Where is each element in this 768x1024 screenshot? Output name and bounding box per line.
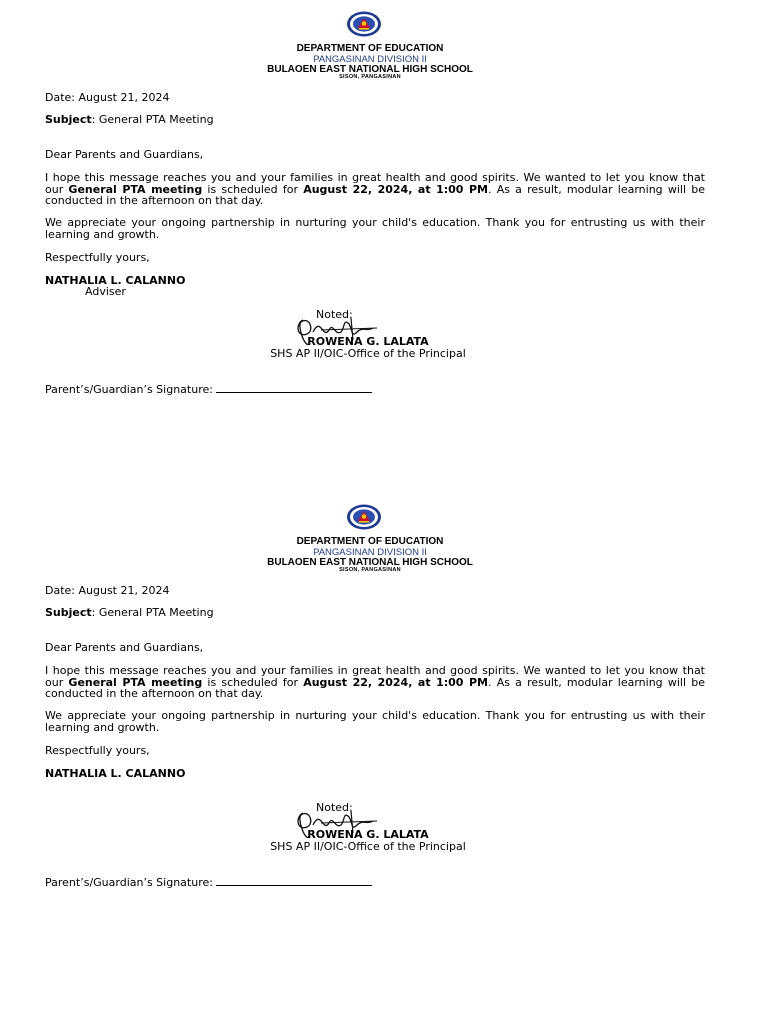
principal-title: SHS AP II/OIC-Office of the Principal — [270, 347, 466, 360]
header-department: DEPARTMENT OF EDUCATION — [296, 43, 444, 54]
letter-1 — [0, 0, 768, 493]
paragraph-2: We appreciate your ongoing partnership in nurturing your child's education. Thank you for entrusting us with their learning and growth. — [45, 216, 705, 241]
letter-subject — [45, 114, 214, 126]
p1-text-c: is scheduled for — [202, 675, 304, 689]
paragraph-1 — [45, 172, 705, 207]
closing: Respectfully yours, — [45, 744, 150, 757]
p1-text-a: I hope this message reaches you and your families in great health and good spirits. We wanted to let you know that our — [45, 664, 705, 689]
signature-line — [216, 382, 372, 393]
letter-date: Date: August 21, 2024 — [45, 91, 170, 104]
header-address: SISON, PANGASINAN — [339, 74, 401, 80]
principal-name: ROWENA G. LALATA — [307, 828, 429, 841]
adviser-title: Adviser — [85, 285, 126, 298]
letter-subject — [45, 607, 214, 619]
letter-2 — [0, 493, 768, 986]
p1-text-e: . As a result, modular learning will be conducted in the afternoon on that day. — [45, 182, 705, 207]
letter-date: Date: August 21, 2024 — [45, 584, 170, 597]
header-school: BULAOEN EAST NATIONAL HIGH SCHOOL — [267, 557, 473, 568]
parent-signature-field — [45, 875, 372, 889]
deped-seal-logo — [346, 11, 382, 37]
paragraph-1 — [45, 665, 705, 700]
p1-bold-meeting: General PTA meeting — [68, 675, 203, 689]
p1-text-e: . As a result, modular learning will be conducted in the afternoon on that day. — [45, 675, 705, 700]
header-department: DEPARTMENT OF EDUCATION — [296, 536, 444, 547]
header-school: BULAOEN EAST NATIONAL HIGH SCHOOL — [267, 64, 473, 75]
header-address: SISON, PANGASINAN — [339, 567, 401, 573]
p1-bold-date: August 22, 2024, at 1:00 PM — [303, 675, 488, 689]
adviser-name: NATHALIA L. CALANNO — [45, 274, 186, 287]
noted-label: Noted: — [316, 801, 353, 814]
subject-label: Subject — [45, 113, 92, 126]
p1-bold-date: August 22, 2024, at 1:00 PM — [303, 182, 488, 196]
paragraph-2: We appreciate your ongoing partnership in nurturing your child's education. Thank you for entrusting us with their learning and growth. — [45, 709, 705, 734]
p1-text-a: I hope this message reaches you and your families in great health and good spirits. We wanted to let you know that our — [45, 171, 705, 196]
parent-signature-field — [45, 382, 372, 396]
parent-signature-label: Parent’s/Guardian’s Signature: — [45, 383, 213, 396]
subject-label: Subject — [45, 606, 92, 619]
noted-label: Noted: — [316, 308, 353, 321]
subject-text: : General PTA Meeting — [91, 113, 214, 126]
closing: Respectfully yours, — [45, 251, 150, 264]
header-division: PANGASINAN DIVISION II — [313, 547, 427, 558]
subject-text: : General PTA Meeting — [91, 606, 214, 619]
p1-bold-meeting: General PTA meeting — [68, 182, 203, 196]
signature-line — [216, 875, 372, 886]
adviser-name: NATHALIA L. CALANNO — [45, 767, 186, 780]
header-division: PANGASINAN DIVISION II — [313, 54, 427, 65]
p1-text-c: is scheduled for — [202, 182, 304, 196]
salutation: Dear Parents and Guardians, — [45, 148, 204, 161]
salutation: Dear Parents and Guardians, — [45, 641, 204, 654]
parent-signature-label: Parent’s/Guardian’s Signature: — [45, 876, 213, 889]
principal-title: SHS AP II/OIC-Office of the Principal — [270, 840, 466, 853]
principal-name: ROWENA G. LALATA — [307, 335, 429, 348]
deped-seal-logo — [346, 504, 382, 530]
